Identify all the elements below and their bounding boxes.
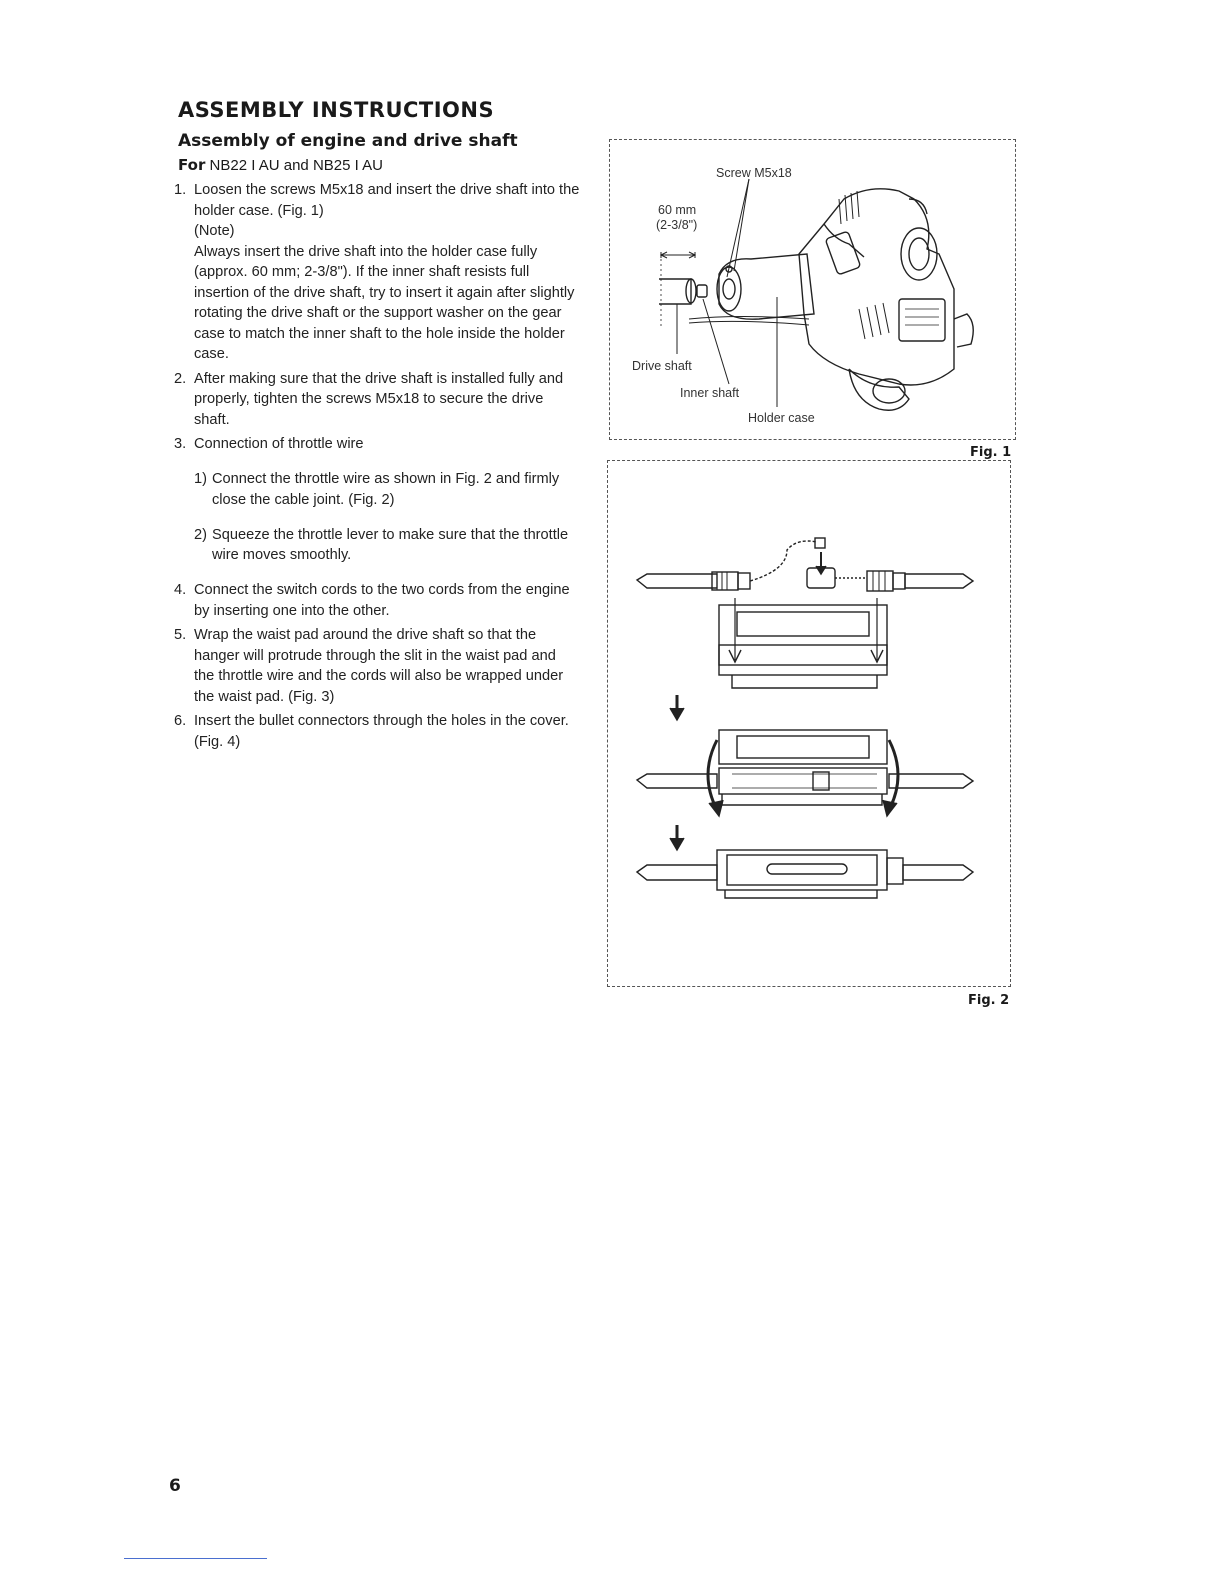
- section-subtitle: Assembly of engine and drive shaft: [178, 131, 518, 151]
- model-2: NB25 I AU: [312, 157, 383, 174]
- step-5: [174, 625, 580, 707]
- step-text: Loosen the screws M5x18 and insert the drive shaft into the holder case. (Fig. 1): [194, 182, 580, 219]
- model-1: NB22 I AU: [209, 157, 280, 174]
- step-number: 1.: [174, 182, 187, 198]
- substep-3-1: [174, 469, 580, 510]
- substep-text: Connect the throttle wire as shown in Fig. 2 and firmly close the cable joint. (Fig. 2): [212, 471, 560, 508]
- model-line: [178, 156, 383, 174]
- step-text: After making sure that the drive shaft is installed fully and properly, tighten the screws M5x18 to secure the drive shaft.: [194, 370, 564, 428]
- engine-illustration: [609, 139, 1016, 439]
- step-number: 5.: [174, 627, 187, 644]
- label-holder-case: Holder case: [748, 411, 815, 425]
- note-text: Always insert the drive shaft into the holder case fully (approx. 60 mm; 2-3/8"). If the inner shaft resists full insertion of the drive shaft, try to insert it again after slightly rotating the drive shaft or the support washer on the gear case to match the inner shaft to the hole inside the holder case.: [194, 243, 575, 362]
- step-text: Wrap the waist pad around the drive shaft so that the hanger will protrude through the slit in the waist pad and the throttle wire and the cords will also be wrapped under the waist pad. (Fig. 3): [194, 627, 564, 705]
- label-length-mm: 60 mm: [658, 203, 697, 217]
- substep-number: 1): [194, 471, 207, 488]
- step-text: Insert the bullet connectors through the holes in the cover. (Fig. 4): [194, 713, 569, 750]
- step-number: 6.: [174, 713, 187, 730]
- footer-divider: [124, 1558, 267, 1559]
- substep-3-2: [174, 525, 580, 566]
- substep-text: Squeeze the throttle lever to make sure that the throttle wire moves smoothly.: [212, 526, 569, 564]
- step-3: [174, 434, 580, 455]
- figure-1-caption: Fig. 1: [970, 445, 1012, 460]
- page-number: 6: [169, 1476, 181, 1496]
- page-title: ASSEMBLY INSTRUCTIONS: [178, 98, 495, 122]
- step-text: Connect the switch cords to the two cords from the engine by inserting one into the other.: [194, 582, 570, 619]
- step-text: Connection of throttle wire: [194, 436, 364, 452]
- figure-2-caption: Fig. 2: [968, 993, 1010, 1008]
- step-number: 2.: [174, 370, 187, 387]
- label-inner-shaft: Inner shaft: [680, 386, 740, 400]
- throttle-wire-connection-diagram: [607, 460, 1011, 987]
- step-1: [174, 180, 580, 365]
- step-6: [174, 711, 580, 752]
- models-and: and: [283, 157, 309, 174]
- label-length-in: (2-3/8"): [656, 218, 698, 232]
- label-drive-shaft: Drive shaft: [632, 359, 692, 373]
- models-prefix: For: [178, 156, 206, 174]
- substep-number: 2): [194, 526, 207, 543]
- label-screw: Screw M5x18: [716, 166, 792, 180]
- note-label: (Note): [194, 223, 235, 239]
- step-4: [174, 580, 580, 621]
- step-number: 3.: [174, 436, 187, 452]
- instruction-steps: [174, 180, 580, 756]
- step-number: 4.: [174, 582, 187, 599]
- step-2: [174, 369, 580, 431]
